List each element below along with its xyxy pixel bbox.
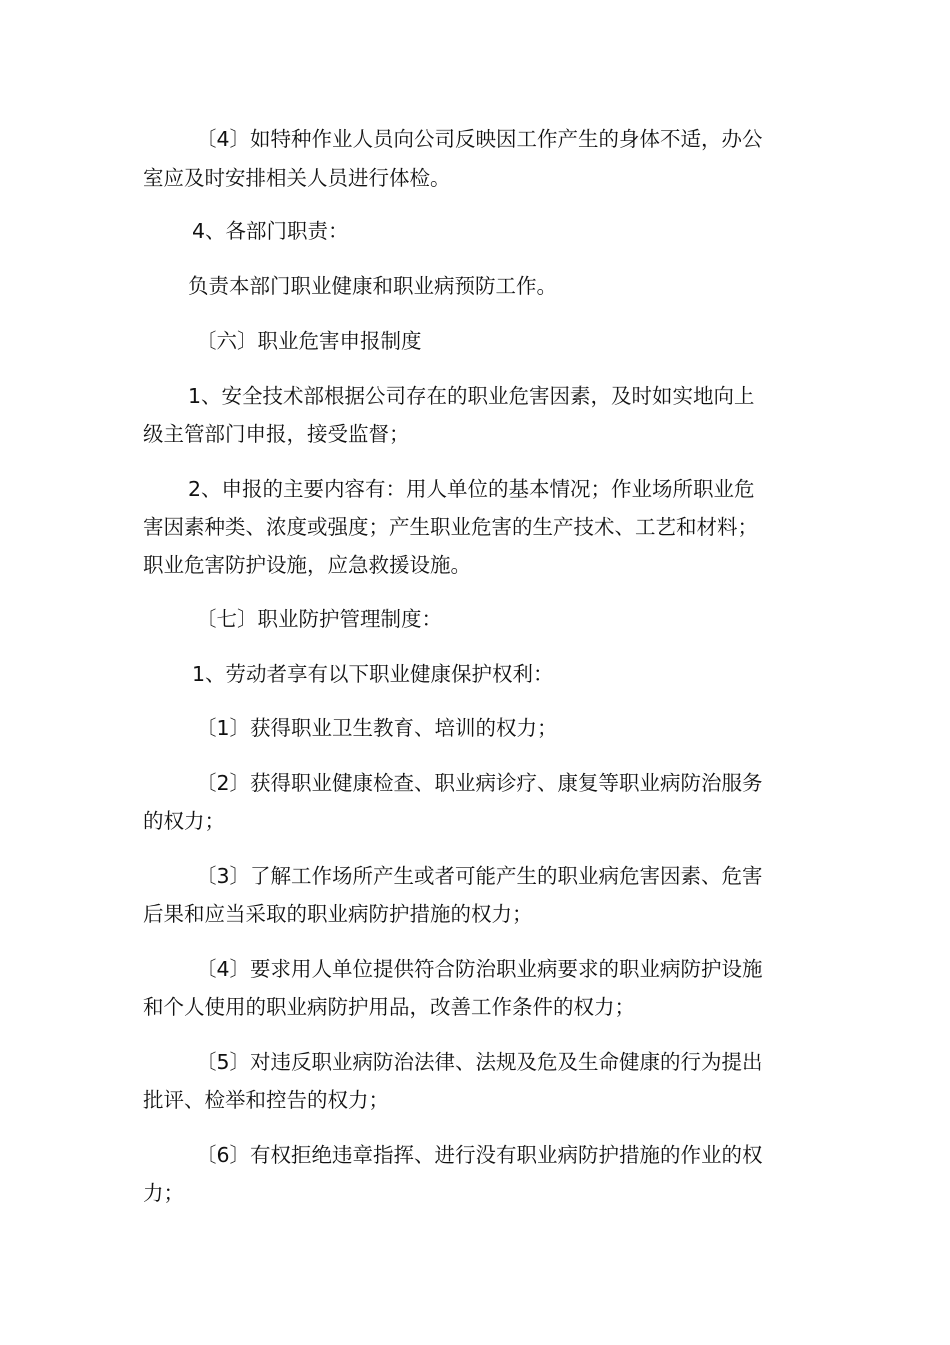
section-heading: 〔六〕职业危害申报制度: [196, 329, 422, 353]
text-line: 1、劳动者享有以下职业健康保护权利：: [192, 662, 554, 686]
text-line: 级主管部门申报，接受监督；: [143, 422, 410, 446]
text-line: 〔6〕有权拒绝违章指挥、进行没有职业病防护措施的作业的权: [196, 1143, 763, 1167]
text-line: 后果和应当采取的职业病防护措施的权力；: [143, 902, 533, 926]
text-line: 〔3〕了解工作场所产生或者可能产生的职业病危害因素、危害: [196, 864, 763, 888]
text-line: 和个人使用的职业病防护用品，改善工作条件的权力；: [143, 995, 635, 1019]
text-line: 〔4〕如特种作业人员向公司反映因工作产生的身体不适，办公: [196, 127, 763, 151]
text-line: 〔4〕要求用人单位提供符合防治职业病要求的职业病防护设施: [196, 957, 763, 981]
text-line: 害因素种类、浓度或强度；产生职业危害的生产技术、工艺和材料；: [143, 515, 758, 539]
text-line: 〔1〕获得职业卫生教育、培训的权力；: [196, 716, 558, 740]
text-line: 〔2〕获得职业健康检查、职业病诊疗、康复等职业病防治服务: [196, 771, 763, 795]
section-heading: 4、各部门职责：: [192, 219, 349, 243]
text-line: 2、申报的主要内容有：用人单位的基本情况；作业场所职业危: [188, 477, 755, 501]
text-line: 〔5〕对违反职业病防治法律、法规及危及生命健康的行为提出: [196, 1050, 763, 1074]
text-line: 1、安全技术部根据公司存在的职业危害因素，及时如实地向上: [188, 384, 755, 408]
text-line: 负责本部门职业健康和职业病预防工作。: [188, 274, 557, 298]
text-line: 职业危害防护设施，应急救援设施。: [143, 553, 471, 577]
section-heading: 〔七〕职业防护管理制度：: [196, 607, 442, 631]
text-line: 力；: [143, 1181, 184, 1205]
text-line: 的权力；: [143, 809, 225, 833]
text-line: 室应及时安排相关人员进行体检。: [143, 166, 451, 190]
text-line: 批评、检举和控告的权力；: [143, 1088, 389, 1112]
